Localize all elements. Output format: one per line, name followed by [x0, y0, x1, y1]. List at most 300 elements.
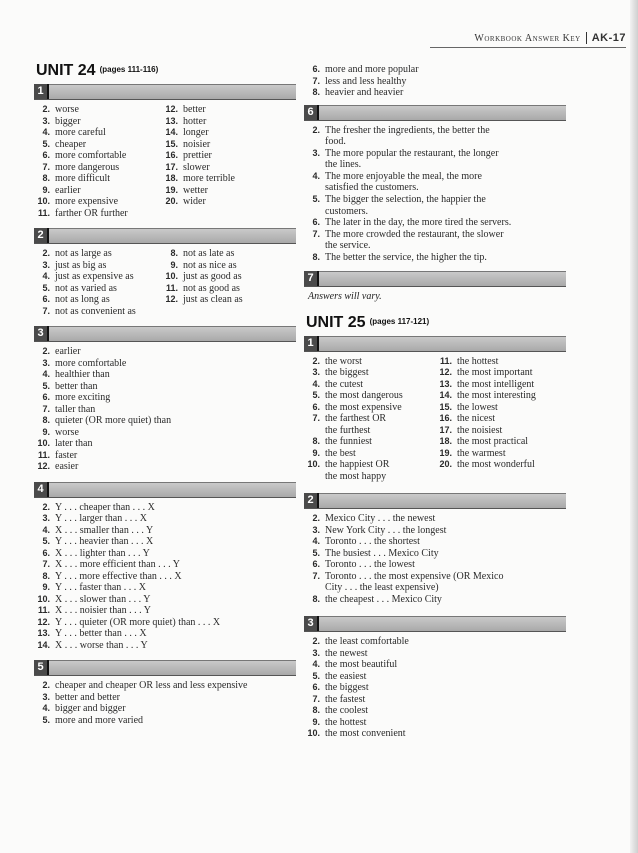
answer-number: 18.: [165, 173, 178, 183]
answer-item: [304, 217, 566, 229]
answer-item: [34, 346, 296, 358]
unit-24-pages: (pages 111-116): [99, 65, 159, 74]
answer-text: longer: [183, 127, 209, 138]
answer-item: [162, 150, 296, 162]
answer-number: 11.: [165, 282, 178, 293]
answer-item: [162, 260, 296, 272]
answer-line: the lines.: [325, 159, 362, 171]
answer-text: [325, 379, 434, 391]
answer-number: 5.: [42, 282, 50, 293]
answer-text: wetter: [183, 184, 208, 196]
answer-item: [162, 139, 296, 151]
answer-item: [162, 162, 296, 174]
answer-text: faster: [55, 449, 78, 461]
answer-number: 2.: [42, 501, 50, 512]
answer-number: 3.: [42, 259, 50, 270]
answer-number: 7.: [312, 693, 320, 704]
answer-number: 10.: [307, 459, 320, 470]
answer-text: more expensive: [55, 196, 119, 207]
answer-number: 4.: [312, 536, 320, 547]
answer-line: The later in the day, the more tired the servers.: [325, 217, 512, 229]
answer-text: just as good as: [183, 271, 242, 282]
u24-s4-answers: [34, 502, 296, 652]
section-number: 3: [34, 326, 47, 341]
u25-section-3-bar: [304, 616, 566, 632]
answer-number: 4.: [42, 271, 50, 281]
answer-text: more dangerous: [55, 161, 120, 173]
answer-line: The better the service, the higher the tip.: [325, 252, 487, 264]
answer-line: food.: [325, 136, 346, 148]
answer-item: [436, 459, 566, 471]
answer-line: the worst: [325, 355, 362, 367]
answer-number: 4.: [42, 127, 50, 137]
answer-item: [304, 252, 566, 264]
answer-text: just as clean as: [183, 294, 243, 305]
answer-number: 12.: [165, 294, 178, 304]
answer-text: [325, 229, 566, 252]
u24-s1-left: [34, 104, 168, 219]
answer-text: earlier: [55, 184, 81, 196]
answer-item: [436, 379, 566, 391]
answer-line: the best: [325, 447, 356, 459]
answer-text: the least comfortable: [325, 636, 409, 648]
answer-text: [325, 548, 566, 560]
answer-text: bigger: [55, 115, 81, 127]
answer-number: 6.: [312, 64, 320, 74]
section-number: 1: [304, 336, 317, 351]
answer-line: The busiest . . . Mexico City: [325, 547, 439, 559]
answer-number: 16.: [165, 150, 178, 160]
answer-number: 2.: [312, 355, 320, 366]
answer-item: [34, 559, 296, 571]
answer-number: 7.: [312, 413, 320, 424]
answer-line: Mexico City . . . the newest: [325, 513, 436, 525]
answer-number: 17.: [165, 161, 178, 172]
answer-number: 3.: [312, 524, 320, 535]
page-number: AK-17: [591, 32, 626, 44]
answer-item: [34, 427, 296, 439]
answer-number: 2.: [312, 636, 320, 647]
answer-item: [304, 717, 566, 729]
answer-item: [436, 448, 566, 460]
u24-s2-left: [34, 248, 168, 317]
answer-text: [325, 594, 566, 606]
answer-line: Toronto . . . the most expensive (OR Mexico: [325, 570, 504, 582]
answer-text: not as convenient as: [55, 305, 136, 317]
answer-item: [162, 294, 296, 306]
answer-text: the most intelligent: [457, 378, 535, 390]
answer-number: 6.: [312, 682, 320, 693]
answer-item: [34, 680, 296, 692]
answer-item: [162, 185, 296, 197]
answer-item: [34, 306, 168, 318]
u24-section-5-bar: [34, 660, 296, 676]
answer-text: quieter (OR more quiet) than: [55, 415, 172, 426]
answer-text: [325, 125, 566, 148]
answer-number: 15.: [165, 138, 178, 149]
answer-number: 7.: [312, 228, 320, 239]
answer-number: 8.: [312, 436, 320, 447]
answer-text: the lowest: [457, 401, 498, 413]
answer-text: [325, 148, 566, 171]
answer-item: [304, 125, 566, 148]
page-edge: [630, 0, 638, 853]
answer-item: [304, 148, 566, 171]
answer-number: 2.: [42, 104, 50, 114]
answer-number: 2.: [312, 513, 320, 524]
answer-text: [325, 252, 566, 264]
u25-s1-right: [436, 356, 566, 483]
answer-item: [436, 367, 566, 379]
answer-text: the noisiest: [457, 424, 503, 436]
answer-text: the easiest: [325, 670, 367, 682]
answer-line: Toronto . . . the lowest: [325, 559, 415, 571]
answer-text: Y . . . cheaper than . . . X: [55, 501, 155, 513]
answer-text: [325, 448, 434, 460]
answer-number: 11.: [37, 207, 50, 218]
answer-item: [304, 436, 434, 448]
answer-item: [34, 692, 296, 704]
answer-line: the furthest: [325, 424, 371, 436]
answer-number: 7.: [312, 75, 320, 86]
answer-text: the most important: [457, 367, 533, 379]
answer-item: [304, 525, 566, 537]
answer-line: customers.: [325, 205, 369, 217]
answer-item: [34, 525, 296, 537]
answer-number: 4.: [312, 378, 320, 389]
answer-text: earlier: [55, 346, 81, 357]
answer-text: [325, 571, 566, 594]
answer-line: the most happy: [325, 470, 387, 482]
answer-text: [325, 390, 434, 402]
answer-item: [34, 605, 296, 617]
answer-line: the most expensive: [325, 401, 402, 413]
answer-text: X . . . noisier than . . . Y: [55, 605, 152, 616]
answer-text: more and more popular: [325, 64, 419, 75]
answer-text: the hottest: [457, 355, 499, 367]
answer-line: the service.: [325, 240, 371, 252]
answer-number: 4.: [312, 659, 320, 670]
answer-number: 11.: [439, 355, 452, 366]
answer-text: [325, 367, 434, 379]
answer-item: [34, 185, 168, 197]
answer-item: [304, 413, 434, 436]
answer-item: [304, 682, 566, 694]
answer-number: 6.: [312, 217, 320, 228]
answer-item: [34, 271, 168, 283]
answer-number: 12.: [439, 367, 452, 378]
answer-item: [34, 294, 168, 306]
answer-number: 8.: [312, 87, 320, 97]
answer-text: [325, 436, 434, 448]
answer-number: 7.: [312, 570, 320, 581]
answer-number: 7.: [42, 403, 50, 414]
answer-number: 3.: [312, 367, 320, 378]
answer-number: 10.: [307, 728, 320, 739]
answer-number: 9.: [170, 259, 178, 270]
answer-line: the most dangerous: [325, 390, 403, 402]
answer-number: 6.: [42, 392, 50, 402]
header-rule: [430, 47, 626, 48]
u25-s1-left: [304, 356, 434, 483]
answer-item: [34, 104, 168, 116]
answer-item: [304, 390, 434, 402]
section-number: 1: [34, 84, 47, 99]
left-column: [34, 58, 296, 726]
answer-number: 12.: [37, 461, 50, 471]
answer-text: not as good as: [183, 282, 240, 294]
answer-text: [325, 536, 566, 548]
answer-item: [34, 404, 296, 416]
unit-25-title: [306, 312, 566, 332]
section-number: 3: [304, 616, 317, 631]
answer-item: [304, 448, 434, 460]
answer-number: 10.: [37, 438, 50, 448]
answer-text: the coolest: [325, 705, 369, 717]
answer-number: 6.: [312, 401, 320, 412]
answer-item: [436, 356, 566, 368]
answer-number: 6.: [42, 547, 50, 558]
answer-text: heavier and heavier: [325, 87, 404, 98]
answer-text: [325, 413, 434, 436]
answer-number: 3.: [42, 513, 50, 523]
answer-text: better and better: [55, 691, 120, 703]
answer-number: 14.: [439, 390, 452, 401]
answer-line: New York City . . . the longest: [325, 524, 447, 536]
answer-text: the most convenient: [325, 728, 406, 740]
answer-item: [436, 425, 566, 437]
answer-number: 2.: [42, 248, 50, 258]
answer-text: worse: [55, 426, 79, 438]
answer-item: [34, 139, 168, 151]
answer-number: 13.: [165, 115, 178, 126]
answer-number: 14.: [165, 127, 178, 137]
answer-item: [304, 659, 566, 671]
u24-s6-answers: [304, 125, 566, 264]
answer-number: 5.: [312, 194, 320, 205]
answer-text: better: [183, 104, 206, 115]
answer-item: [34, 548, 296, 560]
answer-number: 11.: [37, 605, 50, 615]
answer-text: [325, 217, 566, 229]
answer-text: more and more varied: [55, 714, 144, 726]
answer-item: [34, 162, 168, 174]
answer-item: [162, 127, 296, 139]
answer-item: [34, 196, 168, 208]
unit-24-title: [36, 60, 296, 80]
u25-s1-answers: [304, 356, 566, 483]
answer-text: [325, 459, 434, 482]
answer-text: [325, 525, 566, 537]
answer-item: [304, 513, 566, 525]
answer-text: [325, 513, 566, 525]
answer-text: the fastest: [325, 693, 366, 705]
answer-item: [34, 381, 296, 393]
u25-section-2-bar: [304, 493, 566, 509]
answer-text: taller than: [55, 403, 96, 415]
answer-text: prettier: [183, 150, 212, 161]
answer-text: the warmest: [457, 447, 506, 459]
u24-s1-right: [162, 104, 296, 219]
answer-text: [325, 194, 566, 217]
answer-item: [162, 248, 296, 260]
answer-number: 7.: [42, 559, 50, 569]
answer-line: The more popular the restaurant, the longer: [325, 147, 499, 159]
answer-item: [34, 392, 296, 404]
answer-number: 8.: [42, 570, 50, 581]
answer-item: [304, 64, 566, 76]
running-head-separator: [586, 32, 587, 44]
answer-text: more comfortable: [55, 357, 127, 369]
answer-text: the newest: [325, 647, 368, 659]
answer-item: [304, 636, 566, 648]
answer-line: The more crowded the restaurant, the slower: [325, 228, 504, 240]
answer-text: not as long as: [55, 294, 110, 305]
answer-item: [304, 171, 566, 194]
answer-line: the biggest: [325, 367, 369, 379]
answer-line: the farthest OR: [325, 413, 387, 425]
answer-text: X . . . smaller than . . . Y: [55, 524, 154, 536]
u24-section-2-bar: [34, 228, 296, 244]
answer-text: worse: [55, 104, 79, 115]
answer-number: 9.: [42, 582, 50, 592]
answer-number: 20.: [439, 459, 452, 470]
answer-item: [34, 571, 296, 583]
answer-text: hotter: [183, 115, 207, 127]
answer-item: [304, 536, 566, 548]
answer-item: [34, 127, 168, 139]
answer-number: 5.: [312, 547, 320, 558]
answer-text: healthier than: [55, 369, 110, 380]
answer-number: 6.: [42, 294, 50, 304]
answer-number: 11.: [37, 449, 50, 460]
answer-text: less and less healthy: [325, 75, 407, 87]
answer-number: 19.: [165, 184, 178, 195]
answer-number: 5.: [312, 670, 320, 681]
answer-number: 16.: [439, 413, 452, 424]
answer-item: [304, 356, 434, 368]
answer-number: 2.: [42, 680, 50, 690]
answer-text: [325, 402, 434, 414]
answer-item: [34, 438, 296, 450]
answer-line: the funniest: [325, 436, 372, 448]
u24-section-4-bar: [34, 482, 296, 498]
answer-number: 5.: [42, 536, 50, 546]
answer-item: [34, 415, 296, 427]
answer-number: 8.: [42, 173, 50, 183]
answer-number: 8.: [312, 705, 320, 716]
answer-line: The more enjoyable the meal, the more: [325, 170, 482, 182]
answer-text: not as varied as: [55, 282, 117, 294]
answer-number: 10.: [37, 196, 50, 206]
answer-number: 3.: [42, 357, 50, 368]
answer-item: [436, 436, 566, 448]
answer-item: [34, 116, 168, 128]
answer-line: City . . . the least expensive): [325, 582, 439, 594]
answer-item: [34, 450, 296, 462]
answer-line: The bigger the selection, the happier the: [325, 194, 486, 206]
answer-item: [34, 248, 168, 260]
answer-text: X . . . slower than . . . Y: [55, 593, 151, 605]
unit-25-label: UNIT 25: [306, 313, 366, 331]
answer-item: [34, 150, 168, 162]
answer-item: [304, 194, 566, 217]
answer-item: [304, 594, 566, 606]
answer-text: the most beautiful: [325, 659, 398, 671]
answer-text: later than: [55, 438, 93, 449]
answer-text: wider: [183, 196, 206, 207]
answer-item: [304, 379, 434, 391]
answer-text: just as big as: [55, 259, 107, 271]
answer-text: just as expensive as: [55, 271, 134, 282]
answer-text: the most practical: [457, 436, 529, 448]
answer-item: [34, 283, 168, 295]
answer-text: the most interesting: [457, 390, 536, 402]
u24-s2-answers: [34, 248, 296, 317]
answer-text: Y . . . better than . . . X: [55, 628, 147, 639]
u24-section-3-bar: [34, 326, 296, 342]
answer-number: 19.: [439, 447, 452, 458]
answer-item: [34, 582, 296, 594]
answer-number: 9.: [312, 447, 320, 458]
section-number: 6: [304, 105, 317, 120]
answer-number: 5.: [42, 138, 50, 149]
answer-number: 12.: [37, 616, 50, 627]
answer-item: [162, 173, 296, 185]
answer-number: 17.: [439, 424, 452, 435]
answer-text: cheaper: [55, 138, 87, 150]
answer-number: 4.: [42, 703, 50, 713]
running-head: [430, 30, 626, 46]
answer-number: 8.: [312, 593, 320, 604]
running-head-title: Workbook Answer Key: [474, 32, 581, 44]
answer-text: more comfortable: [55, 150, 127, 161]
answer-text: X . . . worse than . . . Y: [55, 639, 148, 651]
u25-section-1-bar: [304, 336, 566, 352]
u24-s5-answers-part1: [34, 680, 296, 726]
answer-text: easier: [55, 461, 79, 472]
answer-number: 12.: [165, 104, 178, 114]
answer-number: 7.: [42, 305, 50, 316]
section-number: 2: [34, 228, 47, 243]
answer-number: 14.: [37, 639, 50, 650]
u24-s3-answers: [34, 346, 296, 473]
answer-item: [34, 173, 168, 185]
answer-item: [436, 413, 566, 425]
answer-item: [304, 87, 566, 99]
unit-25-pages: (pages 117-121): [369, 316, 430, 326]
answer-text: more terrible: [183, 173, 235, 184]
answer-item: [34, 358, 296, 370]
answer-item: [34, 260, 168, 272]
answer-text: [325, 171, 566, 194]
u24-section-7-bar: [304, 271, 566, 287]
answer-number: 2.: [312, 124, 320, 135]
answer-number: 15.: [439, 401, 452, 412]
answer-item: [34, 461, 296, 473]
answer-item: [304, 648, 566, 660]
answer-text: not as nice as: [183, 259, 237, 271]
answer-item: [304, 694, 566, 706]
answer-line: satisfied the customers.: [325, 182, 419, 194]
answer-number: 9.: [42, 426, 50, 437]
answer-number: 8.: [42, 415, 50, 425]
section-number: 2: [304, 493, 317, 508]
section-number: 7: [304, 271, 317, 286]
answer-item: [304, 571, 566, 594]
u24-s7-answer: Answers will vary.: [308, 290, 382, 302]
answer-item: [436, 402, 566, 414]
